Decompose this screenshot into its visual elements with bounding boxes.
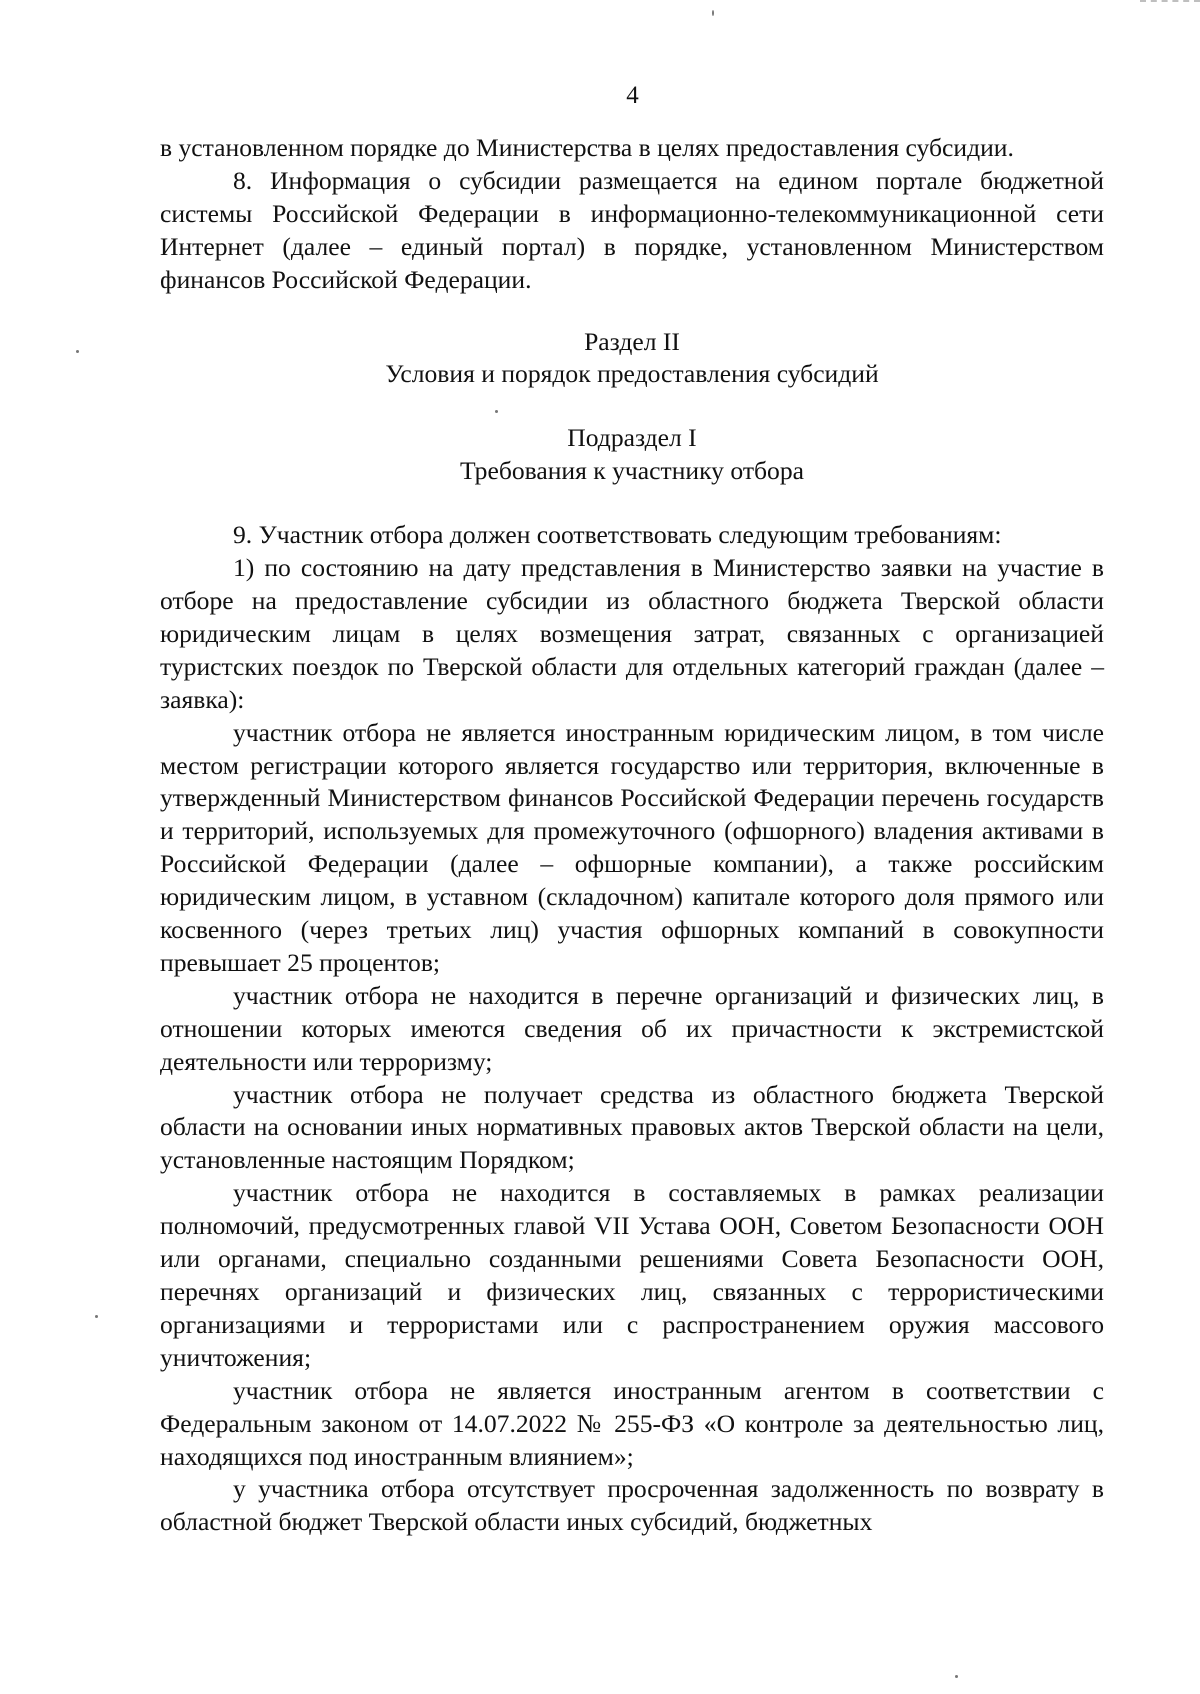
paragraph-item-8: 8. Информация о субсидии размещается на едином портале бюджетной системы Российской Федерации в информационно-телекоммуникационной сети Интернет (далее – единый портал) в порядке, установленном Министерством финансов Российской Федерации. <box>160 165 1104 294</box>
scan-speck <box>95 1315 98 1318</box>
subsection-title: Подраздел I <box>567 423 697 453</box>
section-subtitle: Условия и порядок предоставления субсидий <box>385 359 879 389</box>
scan-speck <box>955 1675 958 1678</box>
paragraph-requirement: участник отбора не является иностранным юридическим лицом, в том числе местом регистрации которого является государство или территория, включенные в утвержденный Министерством финансов Российской Федерации перечень государств и территорий, используемых для промежуточного (офшорного) владения активами в Российской Федерации (далее – офшорные компании), а также российским юридическим лицом, в уставном (складочном) капитале которого доля прямого или косвенного (через третьих лиц) участия офшорных компаний в совокупности превышает 25 процентов; <box>160 717 1104 977</box>
paragraph-requirement: у участника отбора отсутствует просроченная задолженность по возврату в областной бюджет Тверской области иных субсидий, бюджетных <box>160 1474 1104 1537</box>
section-title: Раздел II <box>584 326 680 356</box>
subsection-subtitle: Требования к участнику отбора <box>460 456 804 486</box>
scan-speck <box>76 350 79 353</box>
scan-speck <box>712 10 714 16</box>
page-number: 4 <box>626 82 639 109</box>
paragraph-item-9: 9. Участник отбора должен соответствовать следующим требованиям: <box>233 520 1002 550</box>
scan-edge-mark <box>1140 0 1200 10</box>
paragraph-requirement: участник отбора не получает средства из областного бюджета Тверской области на основании иных нормативных правовых актов Тверской области на цели, установленные настоящим Порядком; <box>160 1079 1104 1175</box>
paragraph-continuation: в установленном порядке до Министерства в целях предоставления субсидии. <box>160 133 1014 162</box>
paragraph-requirement: участник отбора не находится в перечне организаций и физических лиц, в отношении которых имеются сведения об их причастности к экстремистской деятельности или терроризму; <box>160 980 1104 1076</box>
paragraph-requirement: участник отбора не является иностранным агентом в соответствии с Федеральным законом от 14.07.2022 № 255-ФЗ «О контроле за деятельностью лиц, находящихся под иностранным влиянием»; <box>160 1375 1104 1471</box>
paragraph-subitem-1: 1) по состоянию на дату представления в Министерство заявки на участие в отборе на предоставление субсидии из областного бюджета Тверской области юридическим лицам в целях возмещения затрат, связанных с организацией туристских поездок по Тверской области для отдельных категорий граждан (далее – заявка): <box>160 553 1104 714</box>
paragraph-requirement: участник отбора не находится в составляемых в рамках реализации полномочий, предусмотренных главой VII Устава ООН, Советом Безопасности ООН или органами, специально созданными решениями Совета Безопасности ООН, перечнях организаций и физических лиц, связанных с террористическими организациями и террористами или с распространением оружия массового уничтожения; <box>160 1178 1104 1372</box>
document-body <box>160 132 1104 1539</box>
